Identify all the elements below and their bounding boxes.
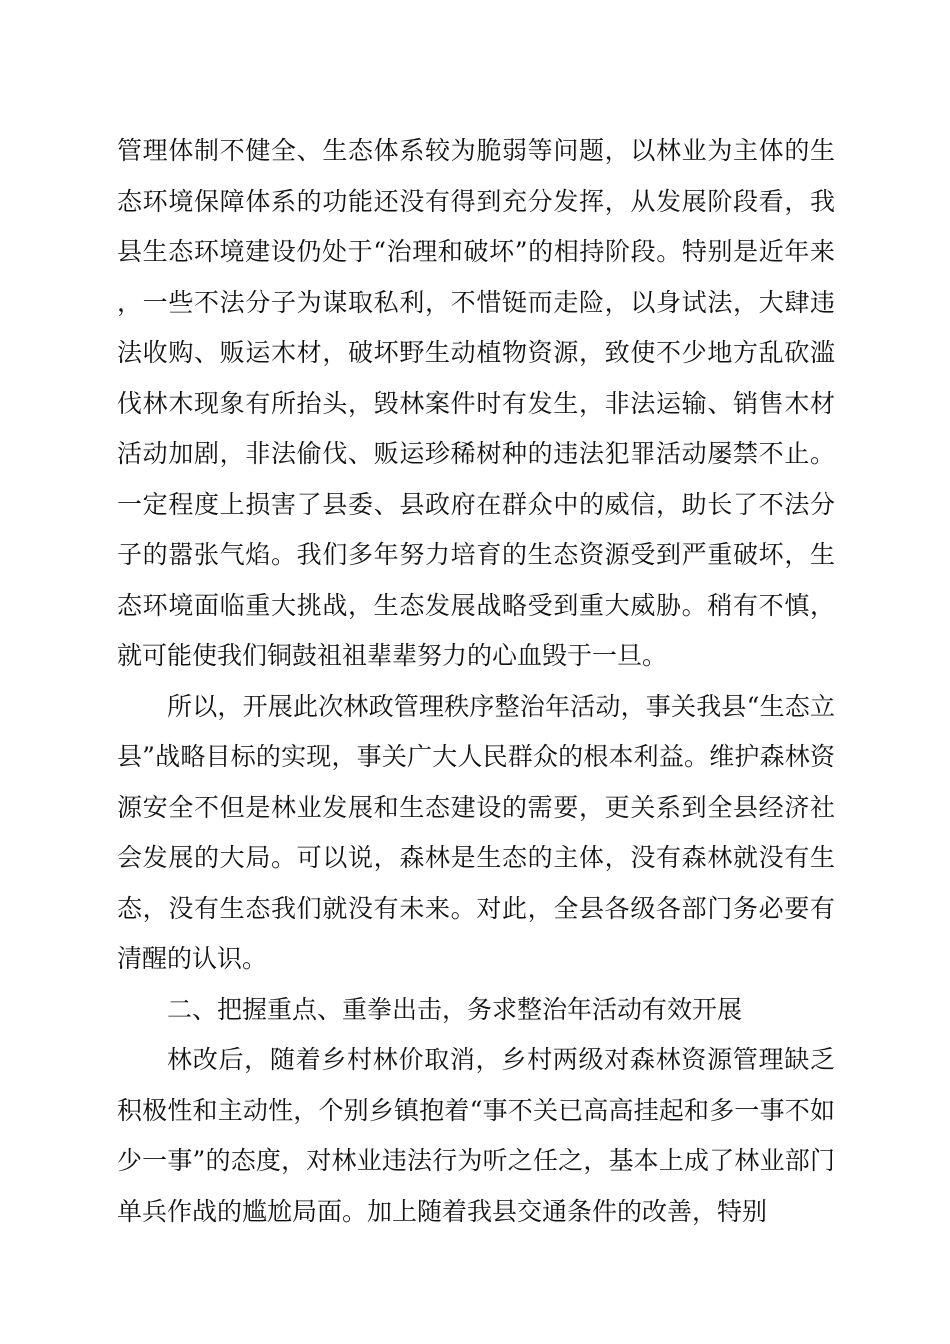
section-heading-2: 二、把握重点、重拳出击，务求整治年活动有效开展 (167, 994, 743, 1024)
paragraph-1: 管理体制不健全、生态体系较为脆弱等问题，以林业为主体的生态环境保障体系的功能还没有得到充分发挥，从发展阶段看，我县生态环境建设仍处于“治理和破坏”的相持阶段。特别是近年来，一些不法分子为谋取私利，不惜铤而走险，以身试法，大肆违法收购、贩运木材，破坏野生动植物资源，致使不少地方乱砍滥伐林木现象有所抬头，毁林案件时有发生，非法运输、销售木材活动加剧，非法偷伐、贩运珍稀树种的违法犯罪活动屡禁不止。一定程度上损害了县委、县政府在群众中的威信，助长了不法分子的嚣张气焰。我们多年努力培育的生态资源受到严重破坏，生态环境面临重大挑战，生态发展战略受到重大威胁。稍有不慎，就可能使我们铜鼓祖祖辈辈努力的心血毁于一旦。 (117, 136, 835, 670)
paragraph-2: 所以，开展此次林政管理秩序整治年活动，事关我县“生态立县”战略目标的实现，事关广大人民群众的根本利益。维护森林资源安全不但是林业发展和生态建设的需要，更关系到全县经济社会发展的大局。可以说，森林是生态的主体，没有森林就没有生态，没有生态我们就没有未来。对此，全县各级各部门务必要有清醒的认识。 (117, 691, 835, 973)
document-page (117, 126, 835, 1237)
paragraph-3: 林改后，随着乡村林价取消，乡村两级对森林资源管理缺乏积极性和主动性，个别乡镇抱着“事不关已高高挂起和多一事不如少一事”的态度，对林业违法行为听之任之，基本上成了林业部门单兵作战的尴尬局面。加上随着我县交通条件的改善，特别 (117, 1045, 835, 1226)
